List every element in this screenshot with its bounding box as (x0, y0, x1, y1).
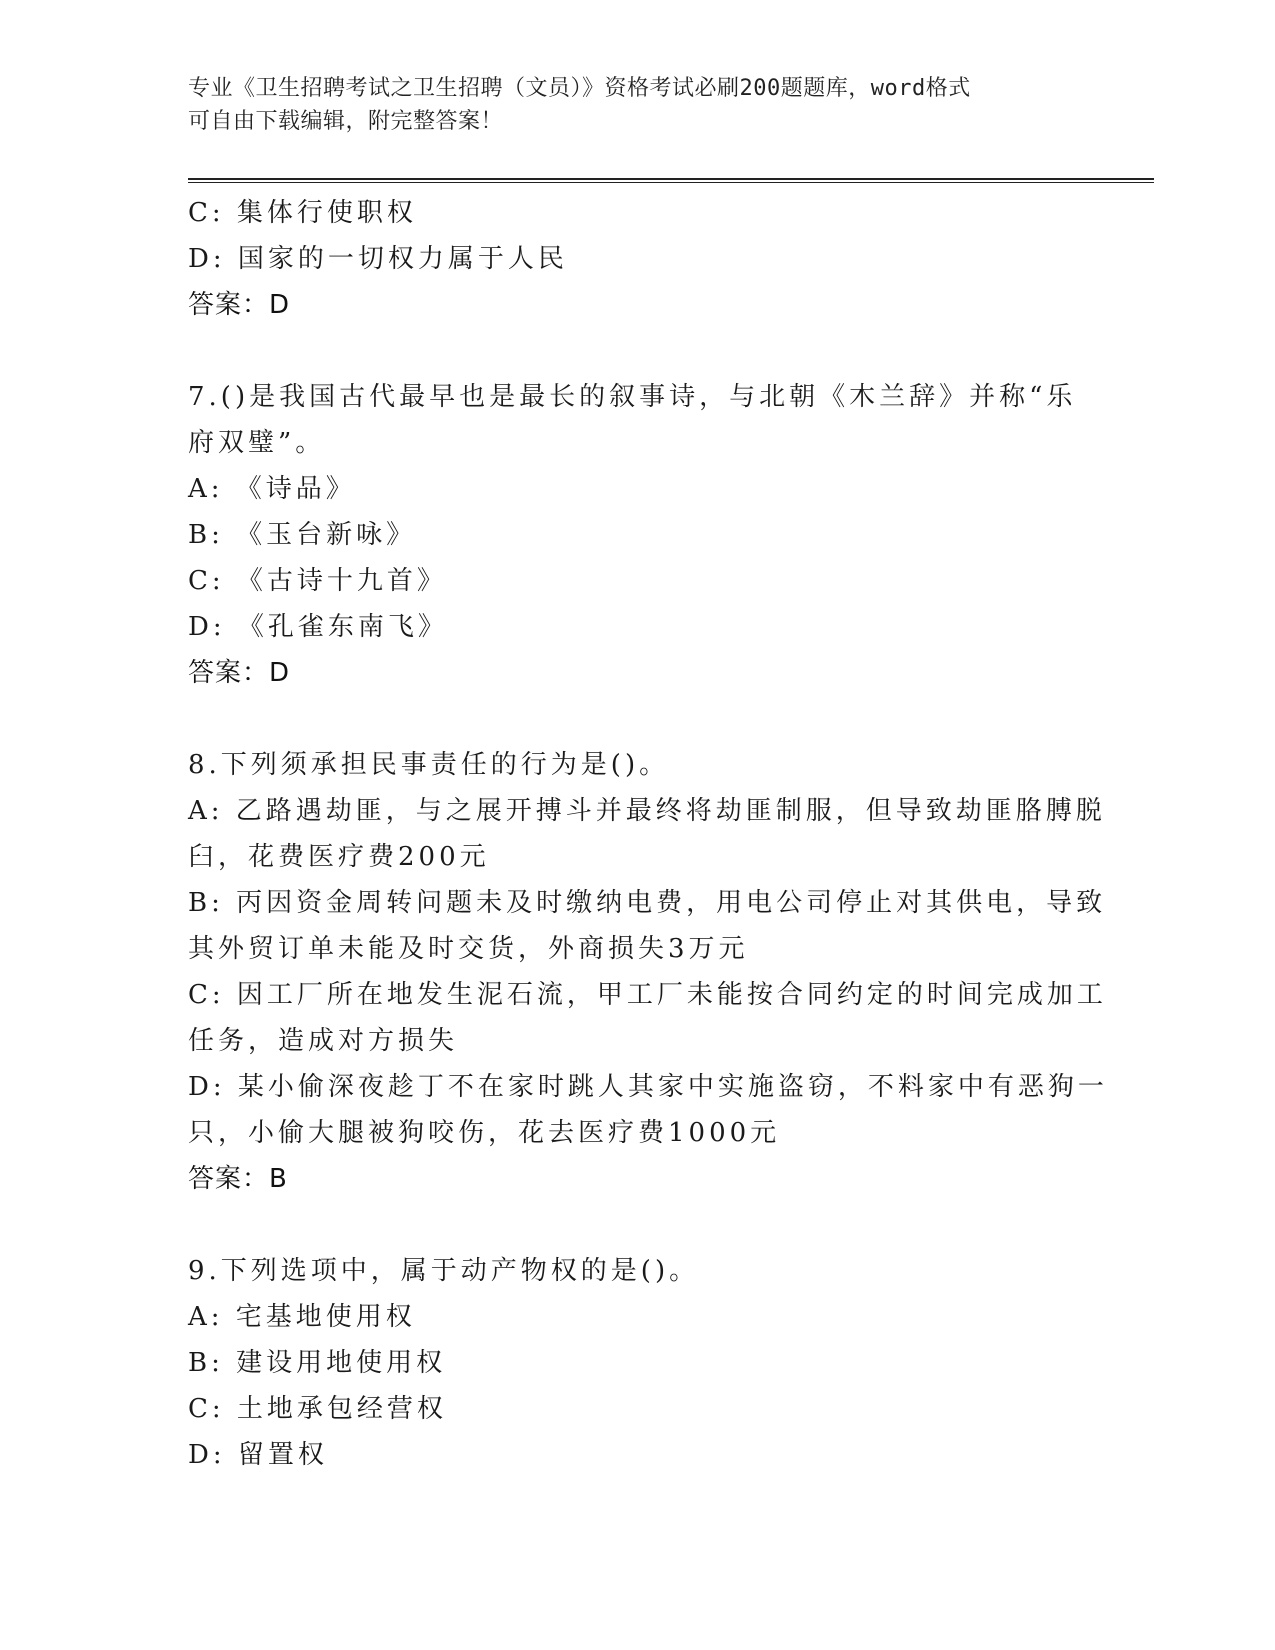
q6-option-d: D: 国家的一切权力属于人民 (188, 244, 568, 274)
question-7 (188, 374, 1088, 696)
header-line-1: 专业《卫生招聘考试之卫生招聘（文员）》资格考试必刷200题题库，word格式 (188, 76, 971, 101)
q8-option-a-line-1: A: 乙路遇劫匪，与之展开搏斗并最终将劫匪制服，但导致劫匪胳膊脱 (188, 796, 1106, 826)
spacer (188, 1202, 1088, 1248)
q8-option-b-line-2: 其外贸订单未能及时交货，外商损失3万元 (188, 934, 749, 964)
q9-option-a: A: 宅基地使用权 (188, 1302, 416, 1332)
q8-option-d-line-2: 只，小偷大腿被狗咬伤，花去医疗费1000元 (188, 1118, 781, 1148)
question-8 (188, 742, 1108, 1202)
question-6-tail (188, 190, 1088, 328)
q9-option-c: C: 土地承包经营权 (188, 1394, 447, 1424)
q8-option-b-line-1: B: 丙因资金周转问题未及时缴纳电费，用电公司停止对其供电，导致 (188, 888, 1107, 918)
q8-stem: 8.下列须承担民事责任的行为是()。 (188, 750, 670, 780)
document-body (188, 190, 1108, 1478)
q9-stem: 9.下列选项中，属于动产物权的是()。 (188, 1256, 700, 1286)
q8-option-d-line-1: D: 某小偷深夜趁丁不在家时跳人其家中实施盗窃，不料家中有恶狗一 (188, 1072, 1108, 1102)
header-line-2: 可自由下载编辑，附完整答案！ (188, 109, 504, 134)
q7-option-a: A: 《诗品》 (188, 474, 356, 504)
q7-stem-line-1: 7.()是我国古代最早也是最长的叙事诗，与北朝《木兰辞》并称“乐 (188, 382, 1077, 412)
header-divider (188, 178, 1154, 183)
q7-answer: 答案：D (188, 658, 291, 688)
q8-option-a-line-2: 臼，花费医疗费200元 (188, 842, 490, 872)
q6-answer: 答案：D (188, 290, 291, 320)
question-9 (188, 1248, 1088, 1478)
q9-option-b: B: 建设用地使用权 (188, 1348, 447, 1378)
q6-option-c: C: 集体行使职权 (188, 198, 417, 228)
q7-option-b: B: 《玉台新咏》 (188, 520, 417, 550)
q7-option-d: D: 《孔雀东南飞》 (188, 612, 448, 642)
page-header (188, 72, 1088, 138)
q7-option-c: C: 《古诗十九首》 (188, 566, 447, 596)
q8-answer: 答案：B (188, 1164, 288, 1194)
q8-option-c-line-2: 任务，造成对方损失 (188, 1026, 459, 1056)
q8-option-c-line-1: C: 因工厂所在地发生泥石流，甲工厂未能按合同约定的时间完成加工 (188, 980, 1107, 1010)
spacer (188, 696, 1088, 742)
q9-option-d: D: 留置权 (188, 1440, 328, 1470)
spacer (188, 328, 1088, 374)
q7-stem-line-2: 府双璧”。 (188, 428, 326, 458)
